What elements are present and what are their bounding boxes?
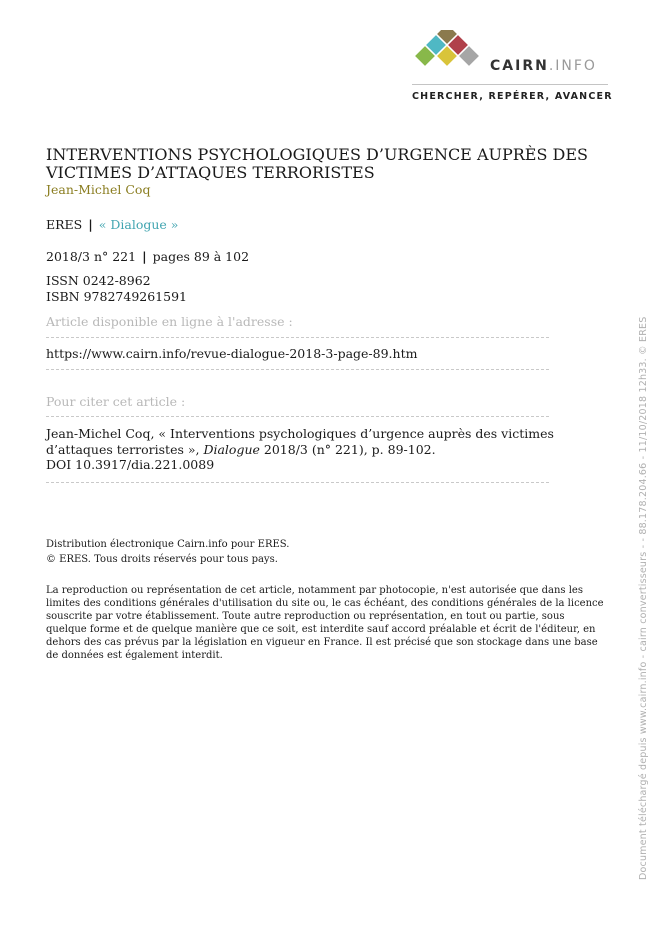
citation-line-2: d’attaques terroristes », Dialogue 2018/3 (n° 221), p. 89-102.: [46, 441, 436, 457]
logo-tagline: CHERCHER, REPÉRER, AVANCER: [412, 91, 613, 102]
copyright-note: © ERES. Tous droits réservés pour tous pays.: [46, 554, 278, 565]
identifiers: [46, 273, 187, 305]
logo-divider: [412, 84, 608, 85]
legal-notice: La reproduction ou représentation de cet article, notamment par photocopie, n'est autorisée que dans les limites des conditions générales d'utilisation du site ou, le cas échéant, des conditions générales de la licence souscrite par votre établissement. Toute autre reproduction ou représentation, en tout ou partie, sous quelque forme et de quelque manière que ce soit, est interdite sauf accord préalable et écrit de l'éditeur, en dehors des cas prévus par la législation en vigueur en France. Il est précisé que son stockage dans une base de données est également interdit.: [46, 585, 604, 661]
issn: ISSN 0242-8962: [46, 273, 151, 288]
citation-doi: DOI 10.3917/dia.221.0089: [46, 457, 215, 472]
article-author: Jean-Michel Coq: [46, 182, 151, 197]
divider: [46, 482, 549, 483]
issue-number: 2018/3 n° 221: [46, 249, 137, 264]
online-label: Article disponible en ligne à l'adresse :: [46, 314, 293, 329]
download-watermark: Document téléchargé depuis www.cairn.info - cairn convertisseurs - - 88.178.204.66 - 11/10/2018 12h33. © ERES: [638, 316, 649, 880]
divider: [46, 416, 549, 417]
separator: |: [88, 217, 93, 232]
publisher-name: ERES: [46, 217, 83, 232]
article-url-link[interactable]: https://www.cairn.info/revue-dialogue-2018-3-page-89.htm: [46, 346, 418, 361]
distribution-note: Distribution électronique Cairn.info pour ERES.: [46, 539, 290, 550]
page-range: pages 89 à 102: [152, 249, 250, 264]
citation-journal: Dialogue: [203, 441, 260, 457]
divider: [46, 369, 549, 370]
issue-line: [46, 249, 249, 265]
separator: |: [142, 249, 147, 264]
cairn-diamond-icon: [412, 30, 482, 80]
journal-link[interactable]: « Dialogue »: [98, 217, 179, 232]
publisher-line: [46, 217, 178, 233]
isbn: ISBN 9782749261591: [46, 289, 187, 304]
citation-line-1: Jean-Michel Coq, « Interventions psychologiques d’urgence auprès des victimes: [46, 426, 554, 441]
citation: [46, 426, 586, 473]
logo-wordmark: CAIRN.INFO: [490, 58, 597, 74]
cairn-logo: [412, 30, 612, 110]
divider: [46, 337, 549, 338]
article-title: INTERVENTIONS PSYCHOLOGIQUES D’URGENCE AUPRÈS DES VICTIMES D’ATTAQUES TERRORISTES: [46, 145, 588, 182]
cite-label: Pour citer cet article :: [46, 394, 186, 409]
